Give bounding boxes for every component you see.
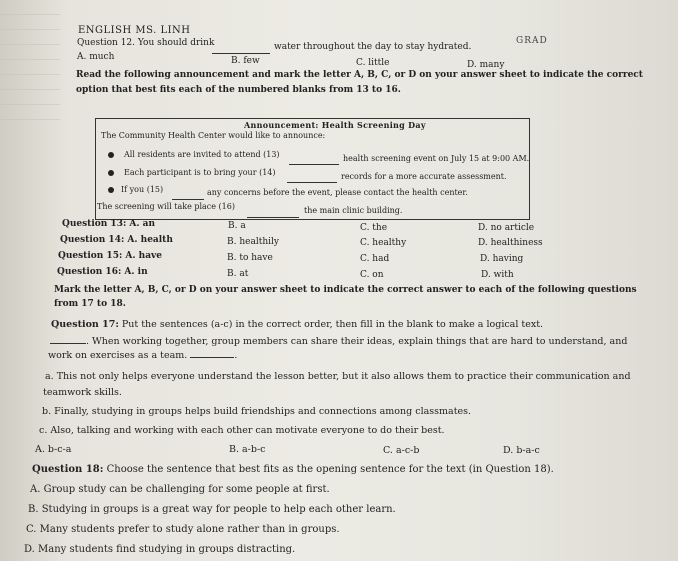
bullet-icon <box>108 170 114 176</box>
q14-option-d: D. healthiness <box>478 238 543 248</box>
announcement-title: Announcement: Health Screening Day <box>244 120 426 130</box>
q12-option-a: A. much <box>77 52 115 62</box>
q18-option-d: D. Many students find studying in groups distracting. <box>24 544 296 555</box>
q17-sentence-c: c. Also, talking and working with each other can motivate everyone to do their best. <box>39 425 445 436</box>
announcement-line-14-b: records for a more accurate assessment. <box>341 172 507 181</box>
q12-option-b: B. few <box>231 56 260 66</box>
q13-label: Question 13: A. an <box>62 219 156 229</box>
worksheet-title: ENGLISH MS. LINH <box>78 25 191 36</box>
announcement-line-16-a: The screening will take place (16) <box>97 202 235 211</box>
q18-stem: Choose the sentence that best fits as the opening sentence for the text (in Question 18). <box>106 464 554 475</box>
q17-blank-start <box>50 343 86 344</box>
q16-option-b: B. at <box>227 269 249 279</box>
q13-option-d: D. no article <box>478 223 535 233</box>
announcement-line-15-a: If you (15) <box>121 185 164 194</box>
q17-option-b: B. a-b-c <box>229 444 266 455</box>
blank-15 <box>172 194 204 202</box>
q17-line3: work on exercises as a team. <box>48 350 188 361</box>
q17-head: Question 17: <box>51 319 119 330</box>
q17-option-d: D. b-a-c <box>503 445 540 456</box>
q18-option-c: C. Many students prefer to study alone rather than in groups. <box>26 524 340 535</box>
q15-option-c: C. had <box>360 254 390 264</box>
q17-blank-end <box>190 357 234 358</box>
q18-head: Question 18: <box>32 464 104 475</box>
q17-stem: Put the sentences (a-c) in the correct order, then fill in the blank to make a logical text. <box>121 319 544 330</box>
q17-option-a: A. b-c-a <box>35 444 72 455</box>
q17-option-c: C. a-c-b <box>383 445 420 456</box>
q15-option-b: B. to have <box>227 253 273 263</box>
q16-option-d: D. with <box>481 270 514 280</box>
q12-option-d: D. many <box>467 60 505 70</box>
q14-option-b: B. healthily <box>227 237 279 247</box>
q17-sentence-a-line2: teamwork skills. <box>43 387 122 398</box>
q12-stem-b: water throughout the day to stay hydrated. <box>274 42 472 52</box>
blank-14 <box>287 177 337 185</box>
q18-question <box>32 465 554 475</box>
q17-line2-wrap <box>50 337 627 347</box>
instruction-17-18-line1: Mark the letter A, B, C, or D on your answer sheet to indicate the correct answer to each of the following questions <box>54 285 637 295</box>
announcement-line-13-b: health screening event on July 15 at 9:00 AM. <box>343 154 530 163</box>
q13-option-c: C. the <box>360 223 388 233</box>
q12-option-c: C. little <box>356 58 390 68</box>
blank-13 <box>289 159 339 167</box>
q18-option-a: A. Group study can be challenging for some people at first. <box>30 484 330 495</box>
q17-sentence-b: b. Finally, studying in groups helps build friendships and connections among classmates. <box>42 406 472 417</box>
q17-sentence-a-line1: a. This not only helps everyone understand the lesson better, but it also allows them to practice their communication and <box>45 371 631 382</box>
q14-option-c: C. healthy <box>360 238 407 248</box>
q13-option-b: B. a <box>228 221 246 231</box>
announcement-line-14-a: Each participant is to bring your (14) <box>124 168 276 177</box>
bullet-icon <box>108 187 114 193</box>
announcement-line-16-b: the main clinic building. <box>304 206 403 215</box>
bullet-icon <box>108 152 114 158</box>
grade-label: GRAD <box>516 36 548 46</box>
q12-stem-a: Question 12. You should drink <box>77 38 215 48</box>
q14-label: Question 14: A. health <box>60 235 173 245</box>
q16-label: Question 16: A. in <box>57 267 148 277</box>
q16-option-c: C. on <box>360 270 384 280</box>
announcement-line-13-a: All residents are invited to attend (13) <box>124 150 280 159</box>
instruction-17-18-line2: from 17 to 18. <box>54 299 126 309</box>
q18-option-b: B. Studying in groups is a great way for people to help each other learn. <box>28 504 396 515</box>
announcement-line-15-b: any concerns before the event, please contact the health center. <box>207 188 468 197</box>
q17-line2: . When working together, group members can share their ideas, explain things that are hard to understand, and <box>86 336 628 347</box>
notebook-edge <box>0 0 60 130</box>
q17-question <box>51 320 543 330</box>
announcement-intro: The Community Health Center would like to announce: <box>101 131 326 140</box>
blank-16 <box>247 212 299 220</box>
q15-option-d: D. having <box>480 254 524 264</box>
instruction-13-16-line2: option that best fits each of the numbered blanks from 13 to 16. <box>76 85 401 95</box>
q15-label: Question 15: A. have <box>58 251 162 261</box>
q17-line3-wrap: work on exercises as a team. . <box>48 350 238 361</box>
instruction-13-16-line1: Read the following announcement and mark the letter A, B, C, or D on your answer sheet to indicate the correct <box>76 70 643 80</box>
